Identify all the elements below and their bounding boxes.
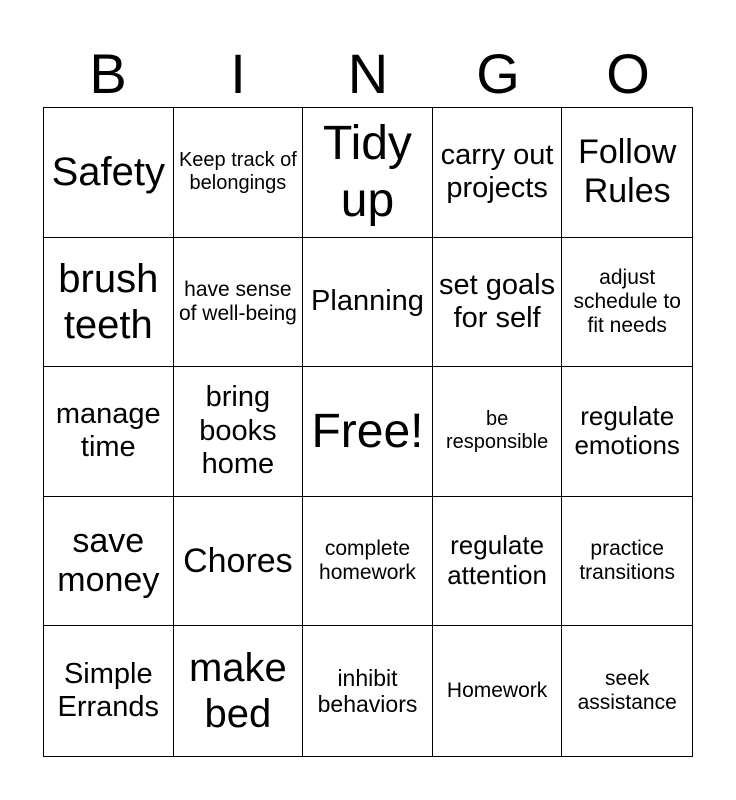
bingo-cell-r2-c3[interactable] xyxy=(303,238,433,368)
header-letter-o: O xyxy=(606,42,650,105)
cell-label: manage time xyxy=(55,398,161,464)
header-letter-g: G xyxy=(476,42,520,105)
cell-label: Free! xyxy=(311,404,424,458)
bingo-cell-r4-c3[interactable] xyxy=(303,497,433,627)
cell-label: Keep track of belongings xyxy=(178,149,297,195)
cell-label: make bed xyxy=(188,646,287,737)
bingo-cell-r3-c3[interactable] xyxy=(303,367,433,497)
bingo-cell-r3-c1[interactable] xyxy=(44,367,174,497)
cell-label: bring books home xyxy=(199,381,277,481)
cell-label: complete homework xyxy=(319,536,416,585)
bingo-cell-r1-c4[interactable] xyxy=(433,108,563,238)
bingo-cell-r4-c5[interactable] xyxy=(562,497,692,627)
bingo-header xyxy=(43,40,693,108)
bingo-cell-r5-c1[interactable] xyxy=(44,626,174,756)
cell-label: Safety xyxy=(51,150,165,195)
bingo-cell-r3-c5[interactable] xyxy=(562,367,692,497)
bingo-cell-r1-c2[interactable] xyxy=(174,108,304,238)
cell-label: have sense of well-being xyxy=(178,277,297,325)
cell-label: inhibit behaviors xyxy=(317,664,418,718)
bingo-cell-r1-c1[interactable] xyxy=(44,108,174,238)
cell-label: save money xyxy=(57,522,160,600)
cell-label: brush teeth xyxy=(58,256,159,347)
cell-label: be responsible xyxy=(445,408,549,454)
cell-label: regulate emotions xyxy=(574,400,680,461)
cell-label: Planning xyxy=(311,285,424,318)
bingo-cell-r3-c4[interactable] xyxy=(433,367,563,497)
cell-label: adjust schedule to fit needs xyxy=(573,265,681,337)
bingo-cell-r5-c2[interactable] xyxy=(174,626,304,756)
bingo-cell-r4-c2[interactable] xyxy=(174,497,304,627)
bingo-cell-r3-c2[interactable] xyxy=(174,367,304,497)
header-letter-b: B xyxy=(89,42,127,105)
cell-label: set goals for self xyxy=(439,268,556,334)
cell-label: seek assistance xyxy=(577,667,677,715)
bingo-cell-r4-c1[interactable] xyxy=(44,497,174,627)
bingo-cell-r5-c5[interactable] xyxy=(562,626,692,756)
cell-label: regulate attention xyxy=(447,530,547,591)
cell-label: Follow Rules xyxy=(578,133,677,211)
bingo-cell-r4-c4[interactable] xyxy=(433,497,563,627)
bingo-board xyxy=(43,107,693,757)
bingo-cell-r1-c5[interactable] xyxy=(562,108,692,238)
cell-label: Chores xyxy=(183,541,293,580)
bingo-cell-r2-c2[interactable] xyxy=(174,238,304,368)
cell-label: Tidy up xyxy=(323,116,412,228)
cell-label: Simple Errands xyxy=(57,657,160,724)
bingo-cell-r1-c3[interactable] xyxy=(303,108,433,238)
cell-label: practice transitions xyxy=(579,536,676,585)
bingo-cell-r2-c1[interactable] xyxy=(44,238,174,368)
bingo-cell-r5-c4[interactable] xyxy=(433,626,563,756)
header-letter-n: N xyxy=(347,42,389,105)
bingo-cell-r2-c5[interactable] xyxy=(562,238,692,368)
cell-label: Homework xyxy=(446,679,548,703)
cell-label: carry out projects xyxy=(440,138,554,205)
bingo-cell-r5-c3[interactable] xyxy=(303,626,433,756)
header-letter-i: I xyxy=(230,42,246,105)
bingo-cell-r2-c4[interactable] xyxy=(433,238,563,368)
